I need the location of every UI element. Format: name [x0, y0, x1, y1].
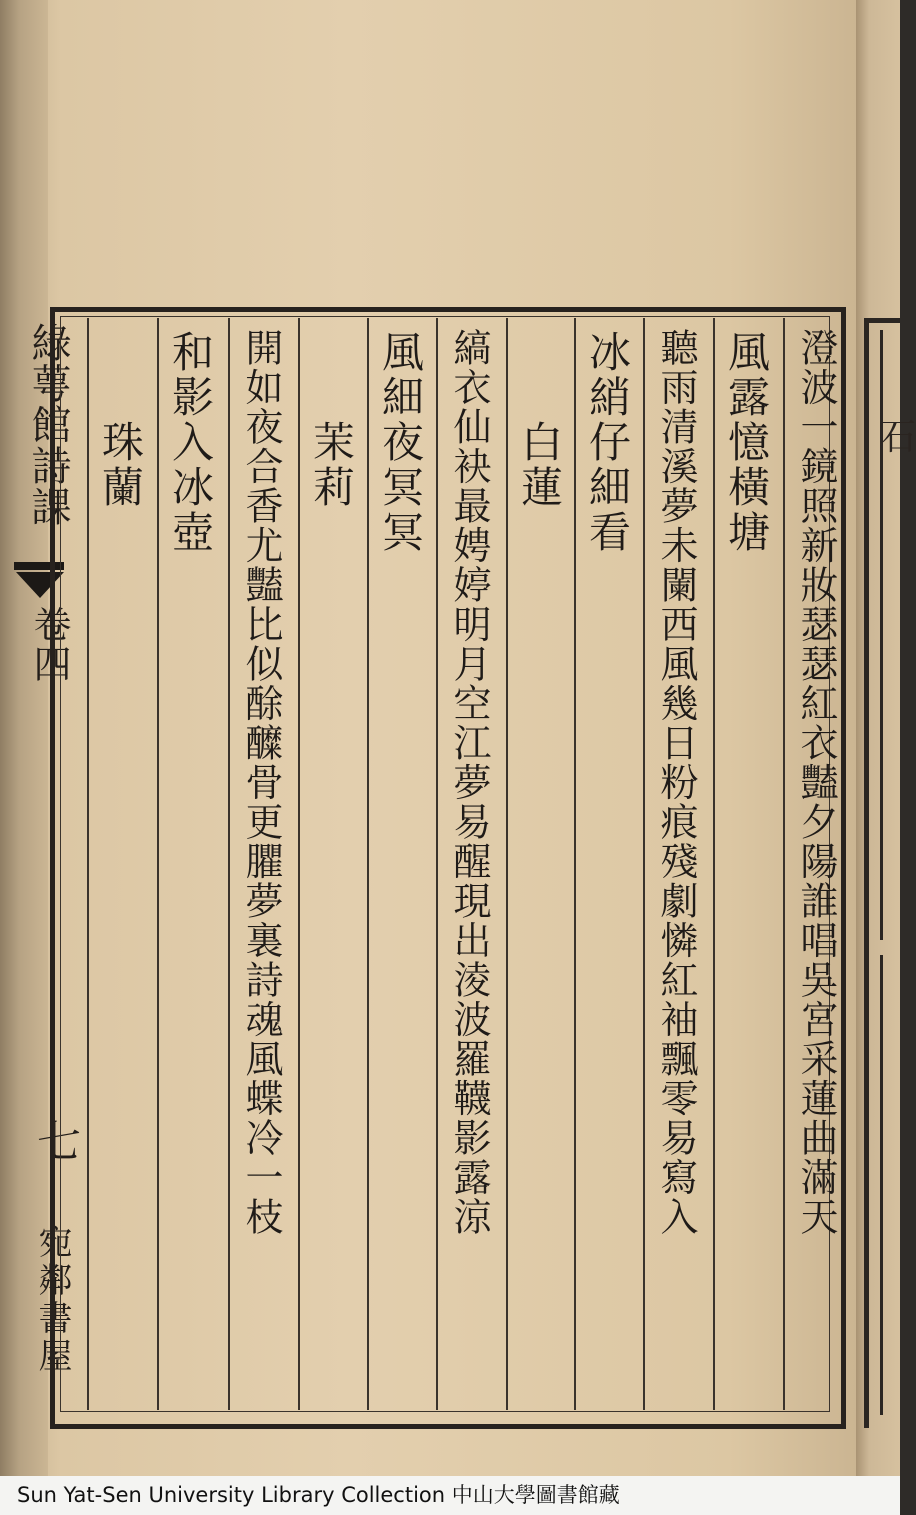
column-rule [157, 318, 159, 1410]
column-rule [574, 318, 576, 1410]
text-column: 聽雨清溪夢未闌西風幾日粉痕殘劇憐紅袖飄零易寫入 [654, 328, 698, 1237]
right-leaf-frame-top [864, 318, 900, 323]
text-column: 澄波一鏡照新妝瑟瑟紅衣豔夕陽誰唱吳宮采蓮曲滿天 [794, 328, 838, 1237]
heading-white-lotus: 白蓮 [515, 420, 564, 510]
heading-jasmine: 茉莉 [307, 420, 356, 510]
banxin-title: 綠萼館詩課 [25, 322, 71, 527]
banxin-page-number: 七 [29, 1118, 80, 1162]
column-rule [228, 318, 230, 1410]
column-rule [87, 318, 89, 1410]
column-rule [506, 318, 508, 1410]
text-column: 和影入冰壺 [166, 330, 215, 555]
column-rule [367, 318, 369, 1410]
right-leaf-edge [856, 0, 900, 1480]
column-rule [713, 318, 715, 1410]
heading-pearl-orchid: 珠蘭 [96, 420, 145, 510]
text-column: 縞衣仙袂最娉婷明月空江夢易醒現出淩波羅韈影露涼 [447, 328, 491, 1237]
text-column: 風露憶橫塘 [722, 330, 771, 555]
banxin-publisher: 宛鄰書屋 [32, 1224, 72, 1376]
column-rule [643, 318, 645, 1410]
collection-caption: Sun Yat-Sen University Library Collection 中山大學圖書館藏 [0, 1476, 900, 1515]
column-rule [298, 318, 300, 1410]
banxin-volume: 卷四 [27, 604, 71, 684]
column-rule [783, 318, 785, 1410]
text-column: 風細夜冥冥 [376, 330, 425, 555]
column-rule [436, 318, 438, 1410]
right-leaf-frame-left [864, 318, 869, 1428]
text-column: 冰綃仔細看 [583, 330, 632, 555]
right-leaf-glyph: 石 [880, 417, 916, 458]
text-column: 開如夜合香尤豔比似酴醾骨更臞夢裏詩魂風蝶冷一枝 [239, 328, 283, 1237]
right-leaf-rule-lower [880, 955, 883, 1415]
